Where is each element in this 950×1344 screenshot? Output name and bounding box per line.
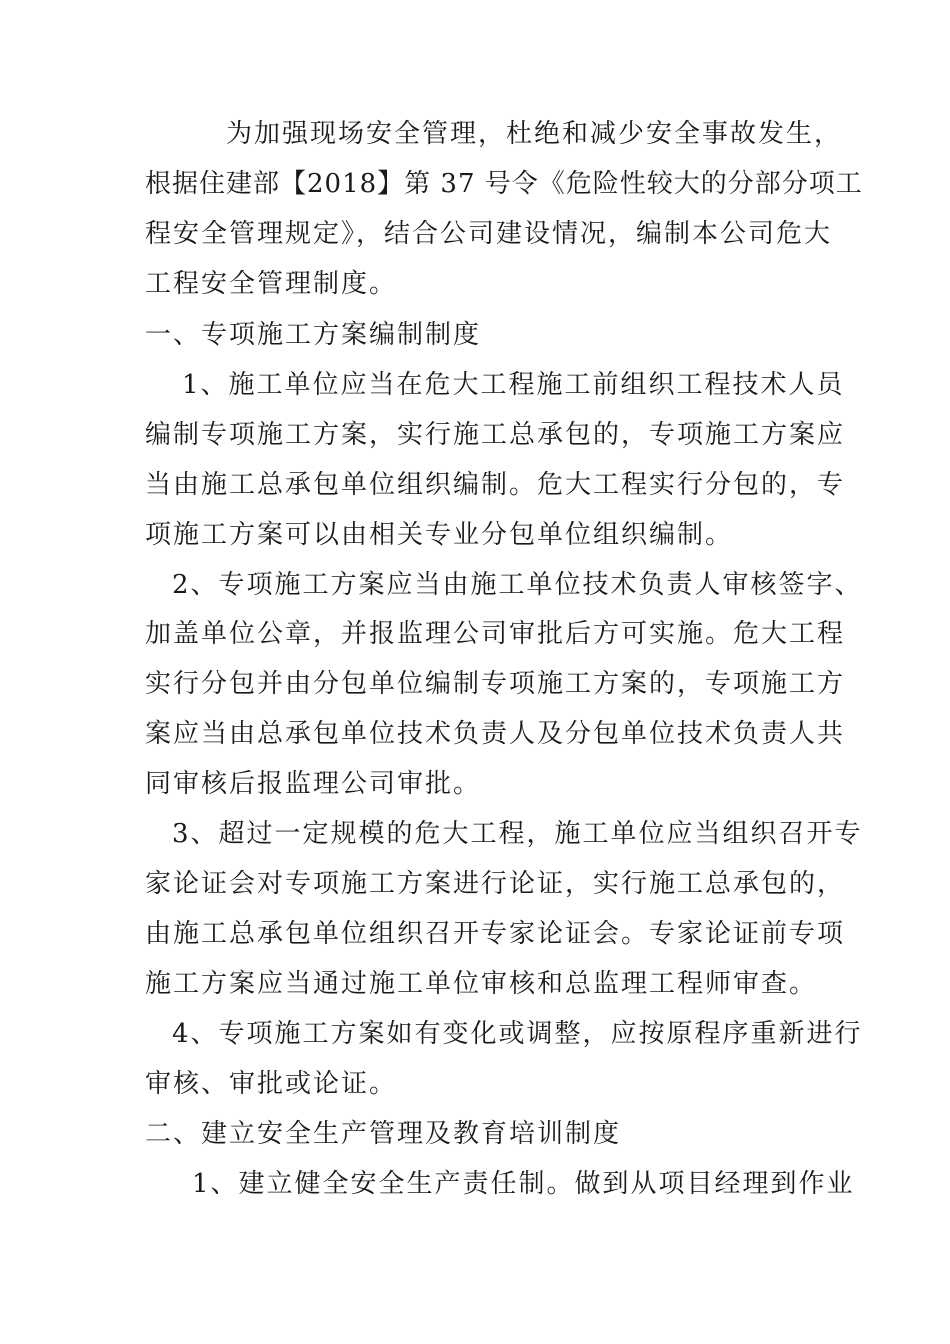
item-1-2-line-2: 加盖单位公章，并报监理公司审批后方可实施。危大工程 (145, 619, 846, 649)
item-1-2-line-4: 案应当由总承包单位技术负责人及分包单位技术负责人共 (145, 719, 846, 749)
item-2-1-line-1: 1、建立健全安全生产责任制。做到从项目经理到作业 (192, 1169, 855, 1199)
item-1-3-line-2: 家论证会对专项施工方案进行论证，实行施工总承包的， (145, 869, 846, 899)
item-1-3-line-4: 施工方案应当通过施工单位审核和总监理工程师审查。 (145, 969, 818, 999)
item-1-4-line-2: 审核、审批或论证。 (145, 1069, 398, 1099)
item-1-1-line-1: 1、施工单位应当在危大工程施工前组织工程技术人员 (182, 370, 845, 400)
item-1-4-line-1: 4、专项施工方案如有变化或调整，应按原程序重新进行 (172, 1019, 863, 1049)
item-1-1-line-2: 编制专项施工方案，实行施工总承包的，专项施工方案应 (145, 420, 846, 450)
paragraph-intro-line-1: 为加强现场安全管理，杜绝和减少安全事故发生， (226, 119, 843, 149)
item-1-3-line-1: 3、超过一定规模的危大工程，施工单位应当组织召开专 (172, 819, 863, 849)
section-heading-2: 二、建立安全生产管理及教育培训制度 (145, 1119, 622, 1149)
item-1-2-line-1: 2、专项施工方案应当由施工单位技术负责人审核签字、 (172, 570, 863, 600)
paragraph-intro-line-3: 程安全管理规定》，结合公司建设情况，编制本公司危大 (145, 219, 833, 249)
item-1-1-line-4: 项施工方案可以由相关专业分包单位组织编制。 (145, 520, 734, 550)
item-1-1-line-3: 当由施工总承包单位组织编制。危大工程实行分包的，专 (145, 470, 846, 500)
paragraph-intro-line-4: 工程安全管理制度。 (145, 269, 398, 299)
paragraph-intro-line-2: 根据住建部【2018】第 37 号令《危险性较大的分部分项工 (145, 169, 863, 199)
item-1-3-line-3: 由施工总承包单位组织召开专家论证会。专家论证前专项 (145, 919, 846, 949)
item-1-2-line-5: 同审核后报监理公司审批。 (145, 769, 482, 799)
item-1-2-line-3: 实行分包并由分包单位编制专项施工方案的，专项施工方 (145, 669, 846, 699)
section-heading-1: 一、专项施工方案编制制度 (145, 320, 482, 350)
